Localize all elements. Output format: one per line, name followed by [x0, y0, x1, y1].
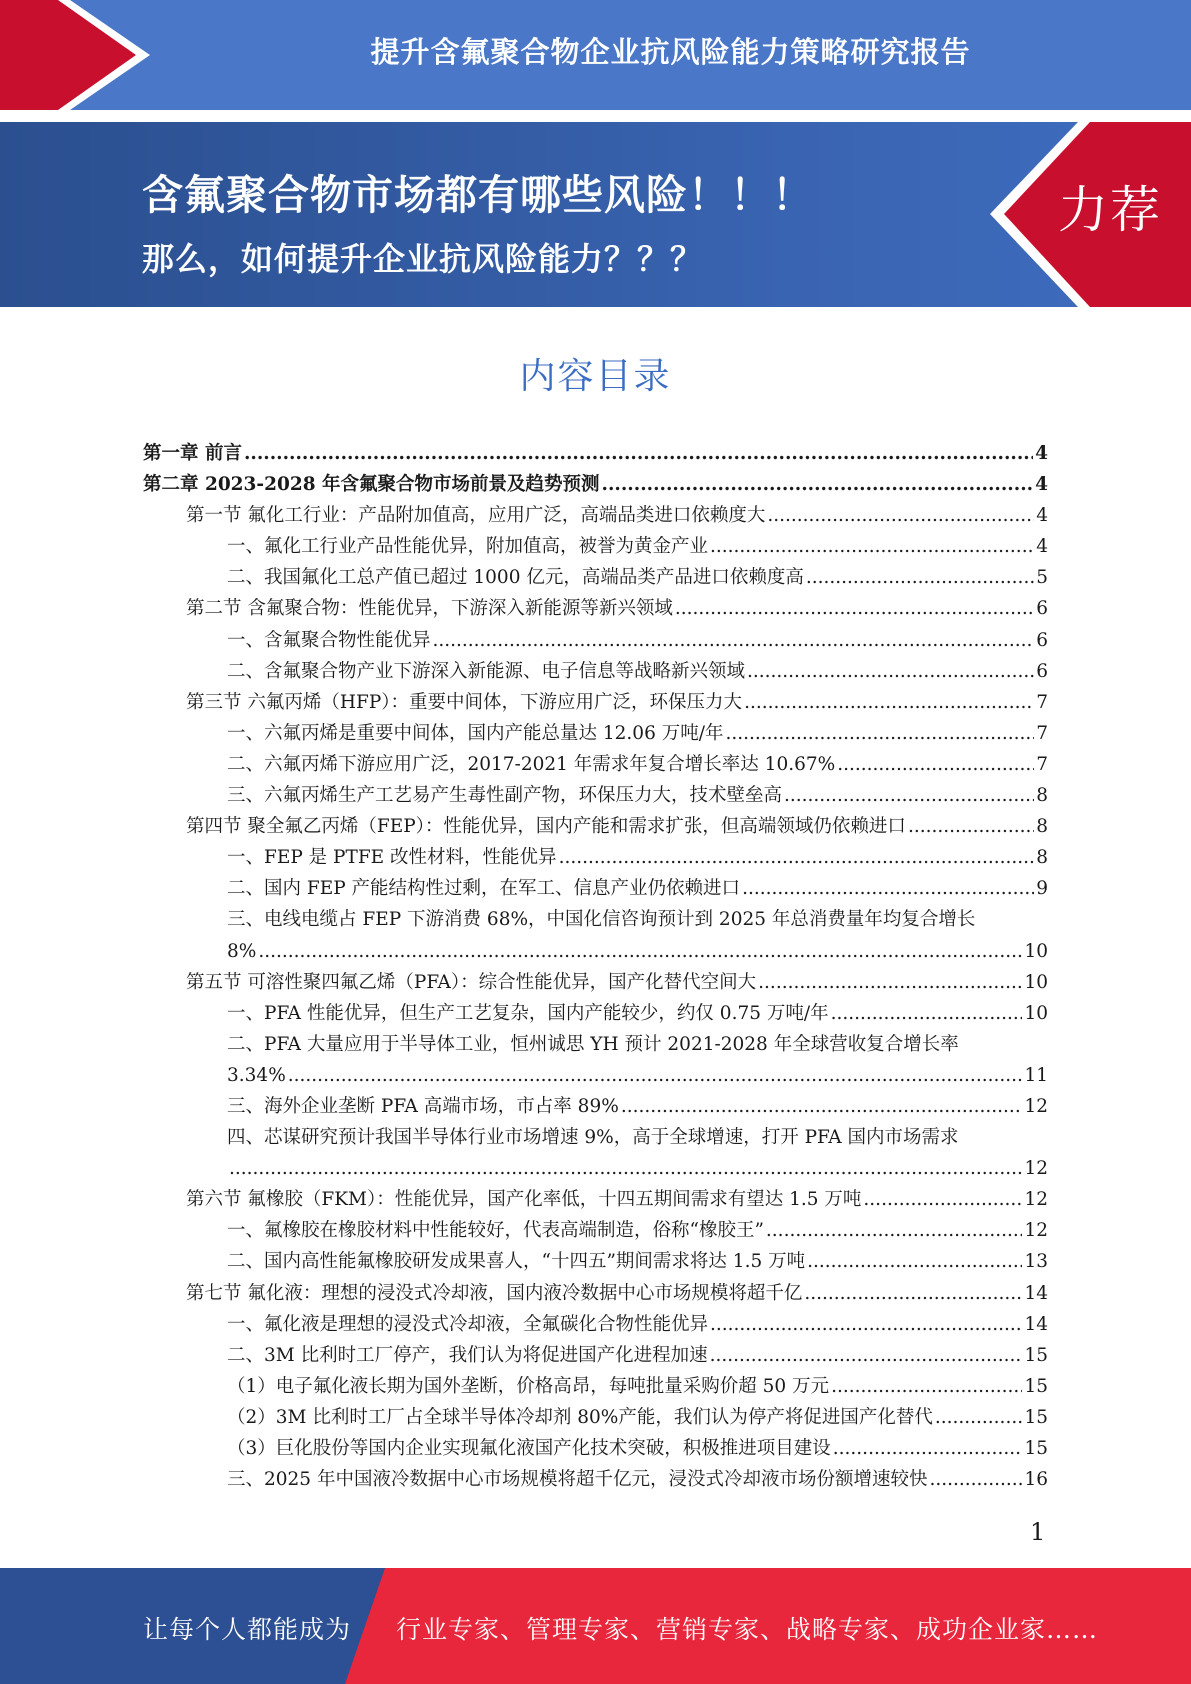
report-header-band [0, 0, 1191, 110]
toc-page-number: 12 [1024, 1158, 1048, 1180]
toc-section[interactable] [143, 593, 1048, 624]
footer-slogan-right: 行业专家、管理专家、营销专家、战略专家、成功企业家…… [396, 1615, 1099, 1644]
toc-page-number: 10 [1024, 940, 1048, 962]
toc-page-number: 14 [1024, 1282, 1048, 1304]
toc-subsection[interactable] [143, 904, 1048, 966]
toc-section[interactable] [143, 500, 1048, 531]
report-title: 提升含氟聚合物企业抗风险能力策略研究报告 [370, 34, 971, 69]
toc-entry-text: 第二章 2023-2028 年含氟聚合物市场前景及趋势预测 [143, 474, 600, 496]
toc-item[interactable] [143, 1433, 1048, 1464]
toc-page-number: 12 [1024, 1189, 1048, 1211]
toc-subsection[interactable] [143, 780, 1048, 811]
toc-section[interactable] [143, 1278, 1048, 1309]
toc-entry-text: （2）3M 比利时工厂占全球半导体冷却剂 80%产能，我们认为停产将促进国产化替代 [227, 1406, 933, 1428]
toc-entry-text: 第六节 氟橡胶（FKM）：性能优异，国产化率低，十四五期间需求有望达 1.5 万吨 [186, 1189, 862, 1211]
toc-entry-text: 第四节 聚全氟乙丙烯（FEP）：性能优异，国内产能和需求扩张，但高端领域仍依赖进口 [186, 816, 906, 838]
toc-page-number: 16 [1024, 1469, 1048, 1491]
footer-slogan-left: 让每个人都能成为 [143, 1615, 352, 1644]
toc-subsection[interactable] [143, 749, 1048, 780]
toc-page-number: 15 [1024, 1438, 1048, 1459]
toc-entry-text: 二、PFA 大量应用于半导体工业，恒州诚思 YH 预计 2021-2028 年全球营收复合增长率 [227, 1033, 959, 1055]
toc-subsection[interactable] [143, 1309, 1048, 1340]
toc-entry-text: 二、含氟聚合物产业下游深入新能源、电子信息等战略新兴领域 [227, 660, 746, 682]
toc-entry-text: 第一节 氟化工行业：产品附加值高，应用广泛，高端品类进口依赖度大 [186, 505, 766, 527]
table-of-contents [143, 438, 1048, 1495]
toc-entry-text: 二、六氟丙烯下游应用广泛，2017-2021 年需求年复合增长率达 10.67% [227, 753, 836, 775]
toc-subsection[interactable] [143, 562, 1048, 593]
toc-entry-text: 一、含氟聚合物性能优异 [227, 629, 431, 651]
toc-section[interactable] [143, 811, 1048, 842]
footer-band [0, 1568, 1191, 1684]
toc-section[interactable] [143, 967, 1048, 998]
toc-entry-text: 一、FEP 是 PTFE 改性材料，性能优异 [227, 847, 557, 869]
toc-entry-text: 一、氟化工行业产品性能优异，附加值高，被誉为黄金产业 [227, 536, 709, 558]
toc-entry-text: 第七节 氟化液：理想的浸没式冷却液，国内液冷数据中心市场规模将超千亿 [186, 1282, 803, 1304]
toc-subsection[interactable] [143, 998, 1048, 1029]
toc-entry-text: 三、六氟丙烯生产工艺易产生毒性副产物，环保压力大，技术壁垒高 [227, 785, 783, 807]
toc-subsection[interactable] [143, 1091, 1048, 1122]
toc-page-number: 14 [1024, 1313, 1048, 1335]
toc-entry-text-continued: 8% [227, 940, 257, 962]
toc-entry-text: 二、3M 比利时工厂停产，我们认为将促进国产化进程加速 [227, 1344, 708, 1366]
toc-entry-text: 第三节 六氟丙烯（HFP）：重要中间体，下游应用广泛，环保压力大 [186, 691, 743, 713]
banner-headline: 含氟聚合物市场都有哪些风险！！！ [142, 171, 814, 219]
red-arrow-decoration [0, 0, 150, 110]
toc-entry-text: 第一章 前言 [143, 443, 242, 464]
toc-entry-text: 二、国内高性能氟橡胶研发成果喜人，“十四五”期间需求将达 1.5 万吨 [227, 1251, 806, 1273]
toc-page-number: 12 [1024, 1095, 1048, 1117]
toc-subsection[interactable] [143, 1122, 1048, 1184]
toc-section[interactable] [143, 1184, 1048, 1215]
toc-page-number: 6 [1036, 629, 1048, 651]
headline-banner [0, 122, 1191, 307]
toc-entry-text: 第五节 可溶性聚四氟乙烯（PFA）：综合性能优异，国产化替代空间大 [186, 971, 757, 993]
toc-page-number: 8 [1036, 816, 1048, 838]
toc-entry-text: 一、氟化液是理想的浸没式冷却液，全氟碳化合物性能优异 [227, 1313, 709, 1335]
toc-entry-text: 三、海外企业垄断 PFA 高端市场，市占率 89% [227, 1095, 619, 1117]
toc-subsection[interactable] [143, 1029, 1048, 1091]
toc-entry-text-continued: 3.34% [227, 1064, 286, 1086]
toc-entry-text: 二、国内 FEP 产能结构性过剩，在军工、信息产业仍依赖进口 [227, 878, 741, 900]
toc-page-number: 10 [1024, 971, 1048, 993]
toc-page-number: 8 [1036, 785, 1048, 807]
toc-page-number: 6 [1036, 660, 1048, 682]
toc-page-number: 4 [1036, 505, 1048, 527]
toc-item[interactable] [143, 1371, 1048, 1402]
recommend-badge: 力荐 [1058, 181, 1162, 239]
toc-subsection[interactable] [143, 1464, 1048, 1495]
toc-page-number: 15 [1024, 1375, 1048, 1397]
toc-entry-text: 四、芯谋研究预计我国半导体行业市场增速 9%，高于全球增速，打开 PFA 国内市场需求 [227, 1127, 959, 1149]
toc-page-number: 15 [1024, 1344, 1048, 1366]
toc-subsection[interactable] [143, 656, 1048, 687]
toc-section[interactable] [143, 687, 1048, 718]
toc-entry-text: 三、2025 年中国液冷数据中心市场规模将超千亿元，浸没式冷却液市场份额增速较快 [227, 1469, 928, 1491]
toc-page-number: 11 [1024, 1064, 1048, 1086]
toc-entry-text: 一、氟橡胶在橡胶材料中性能较好，代表高端制造，俗称“橡胶王” [227, 1220, 764, 1242]
banner-subheadline: 那么，如何提升企业抗风险能力？？？ [142, 240, 704, 278]
toc-page-number: 12 [1024, 1220, 1048, 1242]
page-number: 1 [1030, 1518, 1046, 1546]
toc-subsection[interactable] [143, 531, 1048, 562]
toc-page-number: 5 [1036, 567, 1048, 589]
toc-page-number: 9 [1036, 878, 1048, 900]
toc-subsection[interactable] [143, 1215, 1048, 1246]
toc-page-number: 7 [1036, 753, 1048, 775]
toc-subsection[interactable] [143, 1340, 1048, 1371]
toc-item[interactable] [143, 1402, 1048, 1433]
toc-page-number: 15 [1024, 1406, 1048, 1428]
toc-entry-text: 一、PFA 性能优异，但生产工艺复杂，国内产能较少，约仅 0.75 万吨/年 [227, 1002, 829, 1024]
toc-page-number: 13 [1024, 1251, 1048, 1273]
toc-page-number: 10 [1024, 1002, 1048, 1024]
toc-chapter-2[interactable] [143, 469, 1048, 500]
toc-subsection[interactable] [143, 1246, 1048, 1277]
toc-subsection[interactable] [143, 718, 1048, 749]
toc-entry-text: 二、我国氟化工总产值已超过 1000 亿元，高端品类产品进口依赖度高 [227, 567, 804, 589]
toc-entry-text: 一、六氟丙烯是重要中间体，国内产能总量达 12.06 万吨/年 [227, 722, 724, 744]
toc-page-number: 7 [1036, 691, 1048, 713]
toc-entry-text: （3）巨化股份等国内企业实现氟化液国产化技术突破，积极推进项目建设 [227, 1438, 831, 1459]
toc-page-number: 4 [1035, 443, 1048, 464]
toc-entry-text: （1）电子氟化液长期为国外垄断，价格高昂，每吨批量采购价超 50 万元 [227, 1375, 830, 1397]
toc-page-number: 6 [1036, 598, 1048, 620]
toc-title: 内容目录 [519, 356, 672, 397]
toc-subsection[interactable] [143, 625, 1048, 656]
toc-page-number: 8 [1036, 847, 1048, 869]
toc-subsection[interactable] [143, 873, 1048, 904]
toc-subsection[interactable] [143, 842, 1048, 873]
toc-entry-text: 三、电线电缆占 FEP 下游消费 68%，中国化信咨询预计到 2025 年总消费量年均复合增长 [227, 909, 976, 931]
toc-page-number: 4 [1035, 474, 1048, 496]
toc-page-number: 4 [1036, 536, 1048, 558]
toc-chapter-1[interactable] [143, 438, 1048, 469]
toc-entry-text: 第二节 含氟聚合物：性能优异，下游深入新能源等新兴领域 [186, 598, 673, 620]
toc-page-number: 7 [1036, 722, 1048, 744]
